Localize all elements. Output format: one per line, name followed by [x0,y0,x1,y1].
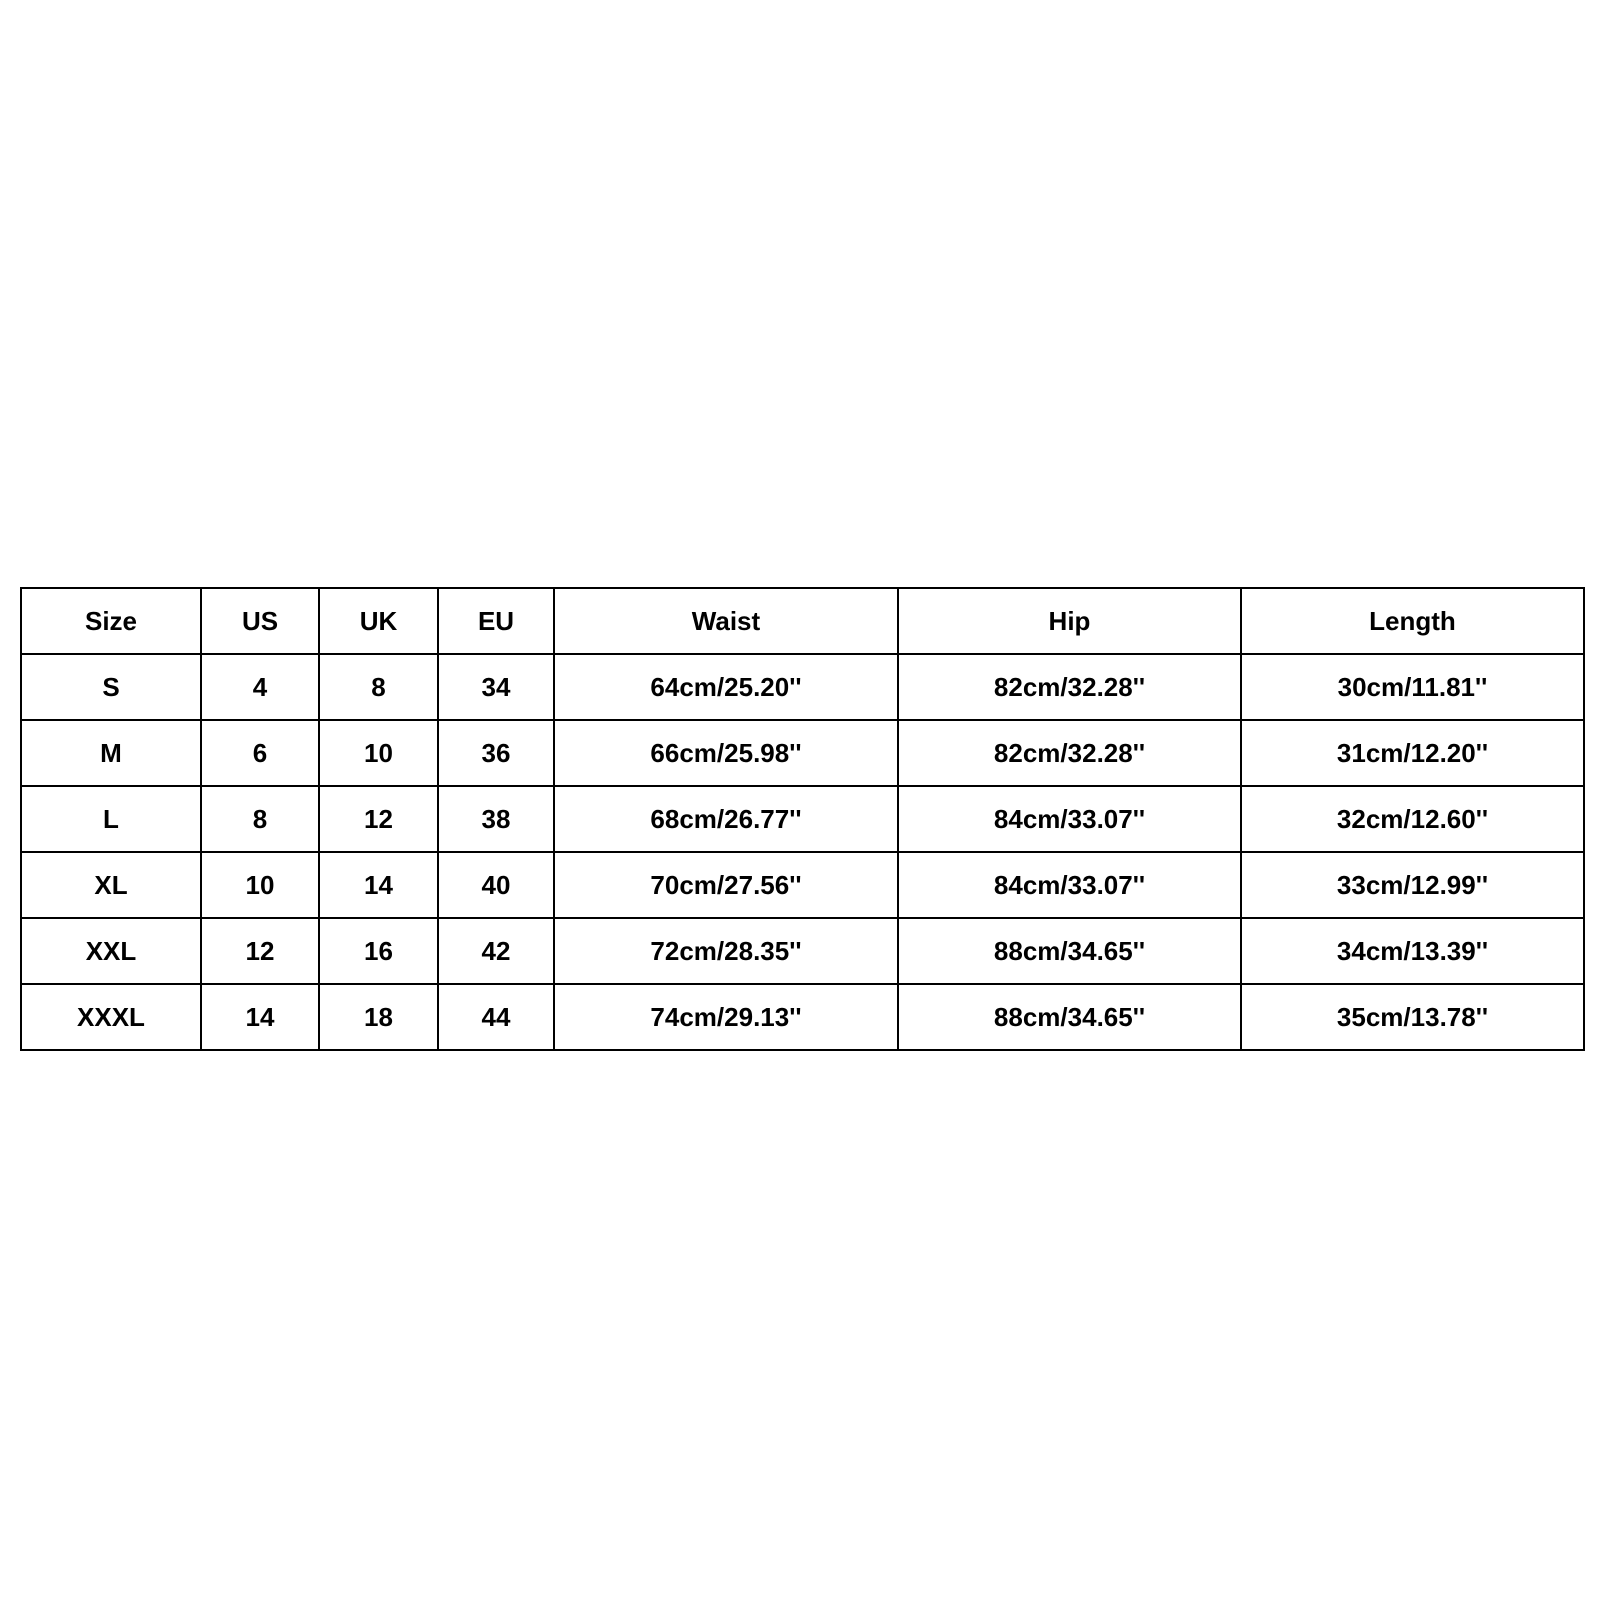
table-row [21,918,1584,984]
cell-hip: 88cm/34.65'' [898,918,1241,984]
cell-us: 12 [201,918,319,984]
cell-eu: 44 [438,984,554,1050]
header-waist: Waist [554,588,898,654]
header-length: Length [1241,588,1584,654]
cell-uk: 16 [319,918,438,984]
table-row [21,984,1584,1050]
cell-us: 14 [201,984,319,1050]
cell-eu: 42 [438,918,554,984]
cell-size: L [21,786,201,852]
header-uk: UK [319,588,438,654]
cell-uk: 10 [319,720,438,786]
header-us: US [201,588,319,654]
table-header-row [21,588,1584,654]
table-row [21,786,1584,852]
header-eu: EU [438,588,554,654]
cell-eu: 34 [438,654,554,720]
cell-uk: 14 [319,852,438,918]
size-chart-table [20,587,1585,1051]
cell-hip: 84cm/33.07'' [898,852,1241,918]
header-size: Size [21,588,201,654]
cell-eu: 38 [438,786,554,852]
cell-eu: 40 [438,852,554,918]
cell-size: S [21,654,201,720]
cell-waist: 74cm/29.13'' [554,984,898,1050]
cell-uk: 12 [319,786,438,852]
cell-us: 10 [201,852,319,918]
table-row [21,720,1584,786]
cell-hip: 82cm/32.28'' [898,654,1241,720]
cell-size: XXL [21,918,201,984]
cell-uk: 8 [319,654,438,720]
cell-hip: 82cm/32.28'' [898,720,1241,786]
table-row [21,852,1584,918]
cell-us: 4 [201,654,319,720]
cell-waist: 70cm/27.56'' [554,852,898,918]
cell-hip: 88cm/34.65'' [898,984,1241,1050]
cell-eu: 36 [438,720,554,786]
cell-length: 31cm/12.20'' [1241,720,1584,786]
cell-waist: 72cm/28.35'' [554,918,898,984]
cell-waist: 66cm/25.98'' [554,720,898,786]
cell-size: M [21,720,201,786]
header-hip: Hip [898,588,1241,654]
cell-length: 32cm/12.60'' [1241,786,1584,852]
table-row [21,654,1584,720]
cell-us: 8 [201,786,319,852]
cell-size: XL [21,852,201,918]
cell-waist: 68cm/26.77'' [554,786,898,852]
cell-length: 35cm/13.78'' [1241,984,1584,1050]
cell-length: 30cm/11.81'' [1241,654,1584,720]
cell-uk: 18 [319,984,438,1050]
cell-hip: 84cm/33.07'' [898,786,1241,852]
cell-length: 34cm/13.39'' [1241,918,1584,984]
cell-us: 6 [201,720,319,786]
cell-waist: 64cm/25.20'' [554,654,898,720]
cell-size: XXXL [21,984,201,1050]
cell-length: 33cm/12.99'' [1241,852,1584,918]
